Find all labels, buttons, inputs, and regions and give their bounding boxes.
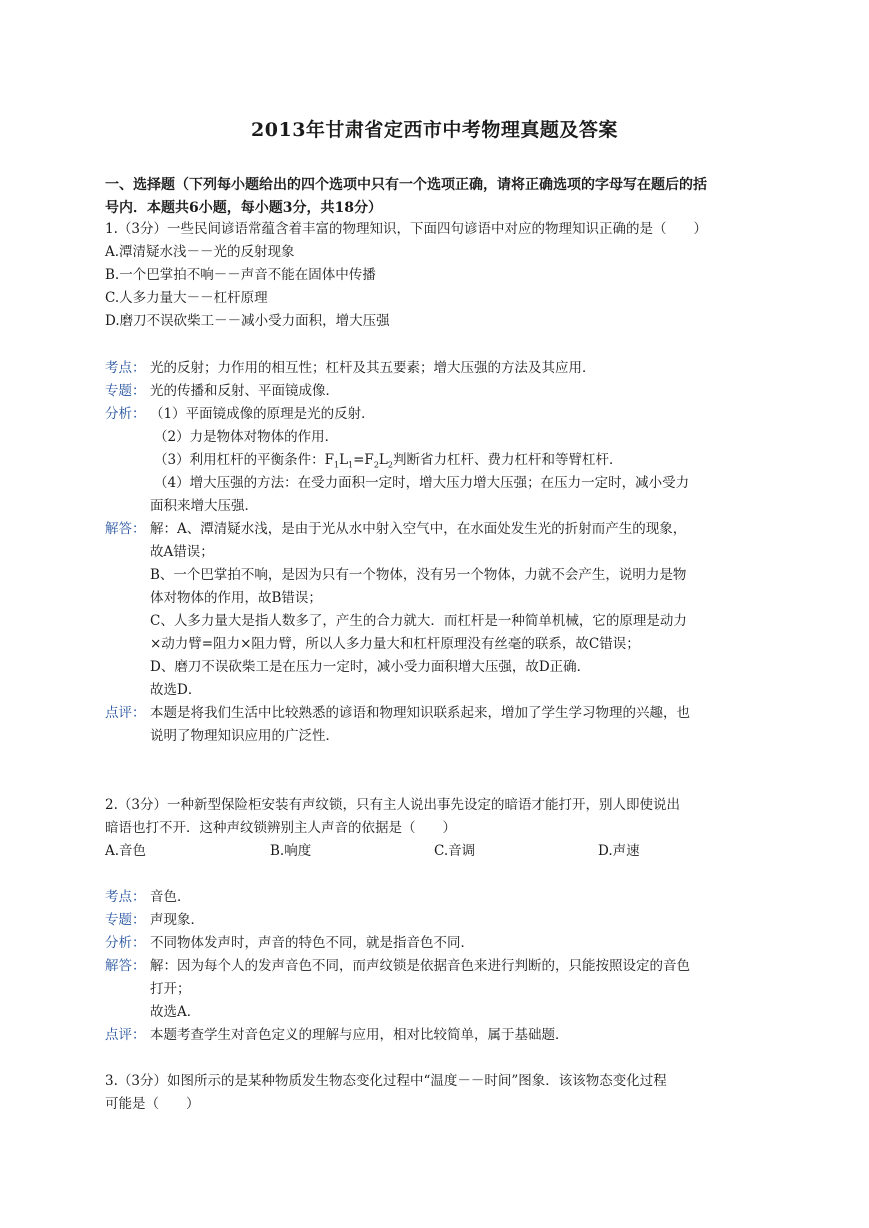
q2-option-c: C.音调: [434, 843, 476, 859]
q1-option-a: A.潭清疑水浅－－光的反射现象: [105, 244, 295, 260]
q1-kaodian-label: 考点：: [105, 360, 146, 376]
q2-fenxi: 不同物体发声时，声音的特色不同，就是指音色不同．: [150, 935, 474, 951]
q3-stem-line2: 可能是（ ）: [105, 1096, 200, 1112]
formula-eq: =F: [353, 452, 374, 468]
q1-jieda-2: 故A错误；: [150, 544, 214, 560]
formula-sub: 1: [333, 460, 340, 470]
q1-fenxi-label: 分析：: [105, 406, 146, 422]
q1-jieda-7: D、磨刀不误砍柴工是在压力一定时，减小受力面积增大压强，故D正确．: [150, 659, 591, 675]
q1-fenxi-1: （1）平面镜成像的原理是光的反射．: [150, 406, 375, 422]
q2-dianping-label: 点评：: [105, 1027, 146, 1043]
q1-dianping-1: 本题是将我们生活中比较熟悉的谚语和物理知识联系起来，增加了学生学习物理的兴趣，也: [150, 705, 690, 721]
q2-jieda-3: 故选A．: [150, 1004, 201, 1020]
q1-fenxi-3: [154, 450, 622, 476]
q2-option-b: B.响度: [270, 843, 312, 859]
q1-option-c: C.人多力量大－－杠杆原理: [105, 290, 268, 306]
section-heading-line2: 号内．本题共6小题，每小题3分，共18分）: [105, 200, 382, 216]
q2-jieda-2: 打开；: [150, 981, 191, 997]
q2-kaodian-label: 考点：: [105, 889, 146, 905]
q1-jieda-4: 体对物体的作用，故B错误；: [150, 590, 322, 606]
q1-option-b: B.一个巴掌拍不响－－声音不能在固体中传播: [105, 267, 376, 283]
q1-option-d: D.磨刀不误砍柴工－－减小受力面积，增大压强: [105, 313, 390, 329]
q1-jieda-6: ×动力臂=阻力×阻力臂，所以人多力量大和杠杆原理没有丝毫的联系，故C错误；: [150, 636, 640, 652]
q1-fenxi-5: 面积来增大压强．: [150, 498, 258, 514]
q2-kaodian: 音色．: [150, 889, 191, 905]
q1-jieda-1: 解：A、潭清疑水浅，是由于光从水中射入空气中，在水面处发生光的折射而产生的现象，: [150, 521, 687, 537]
formula-l: L: [339, 452, 349, 468]
q1-dianping-label: 点评：: [105, 705, 146, 721]
q3-stem-line1: 3.（3分）如图所示的是某种物质发生物态变化过程中“温度－－时间”图象．该该物态变化过程: [105, 1073, 667, 1089]
q2-jieda-1: 解：因为每个人的发声音色不同，而声纹锁是依据音色来进行判断的，只能按照设定的音色: [150, 958, 690, 974]
q1-dianping-2: 说明了物理知识应用的广泛性．: [150, 728, 339, 744]
q2-stem-line2: 暗语也打不开．这种声纹锁辨别主人声音的依据是（ ）: [105, 820, 456, 836]
q1-jieda-8: 故选D．: [150, 682, 202, 698]
section-heading-line1: 一、选择题（下列每小题给出的四个选项中只有一个选项正确，请将正确选项的字母写在题后的括: [105, 177, 707, 193]
formula-l: L: [378, 452, 388, 468]
q1-zhuanti: 光的传播和反射、平面镜成像．: [150, 383, 339, 399]
q2-zhuanti: 声现象．: [150, 912, 204, 928]
formula-sub: 2: [373, 460, 379, 470]
q2-dianping: 本题考查学生对音色定义的理解与应用，相对比较简单，属于基础题．: [150, 1027, 569, 1043]
formula-f: F: [324, 452, 334, 468]
q1-fenxi-4: （4）增大压强的方法：在受力面积一定时，增大压力增大压强；在压力一定时，减小受力: [154, 475, 690, 491]
q1-kaodian: 光的反射；力作用的相互性；杠杆及其五要素；增大压强的方法及其应用．: [150, 360, 596, 376]
q2-jieda-label: 解答：: [105, 958, 146, 974]
q2-fenxi-label: 分析：: [105, 935, 146, 951]
page-title: 2013年甘肃省定西市中考物理真题及答案: [251, 119, 618, 141]
q1-jieda-label: 解答：: [105, 521, 146, 537]
formula-sub: 2: [387, 460, 393, 470]
q1-fenxi-2: （2）力是物体对物体的作用．: [154, 429, 339, 445]
q1-fenxi-3-text: （3）利用杠杆的平衡条件：: [154, 452, 325, 468]
q2-option-d: D.声速: [598, 843, 640, 859]
q2-zhuanti-label: 专题：: [105, 912, 146, 928]
formula-sub: 1: [348, 460, 354, 470]
q1-zhuanti-label: 专题：: [105, 383, 146, 399]
q2-stem-line1: 2.（3分）一种新型保险柜安装有声纹锁，只有主人说出事先设定的暗语才能打开，别人即使说出: [105, 797, 680, 813]
q1-jieda-5: C、人多力量大是指人数多了，产生的合力就大．而杠杆是一种简单机械，它的原理是动力: [150, 613, 687, 629]
q1-stem: 1.（3分）一些民间谚语常蕴含着丰富的物理知识，下面四句谚语中对应的物理知识正确的是（ ）: [105, 221, 707, 237]
q1-jieda-3: B、一个巴掌拍不响，是因为只有一个物体，没有另一个物体，力就不会产生，说明力是物: [150, 567, 687, 583]
q1-fenxi-3-rest: 判断省力杠杆、费力杠杆和等臂杠杆．: [392, 452, 623, 468]
q2-option-a: A.音色: [105, 843, 147, 859]
